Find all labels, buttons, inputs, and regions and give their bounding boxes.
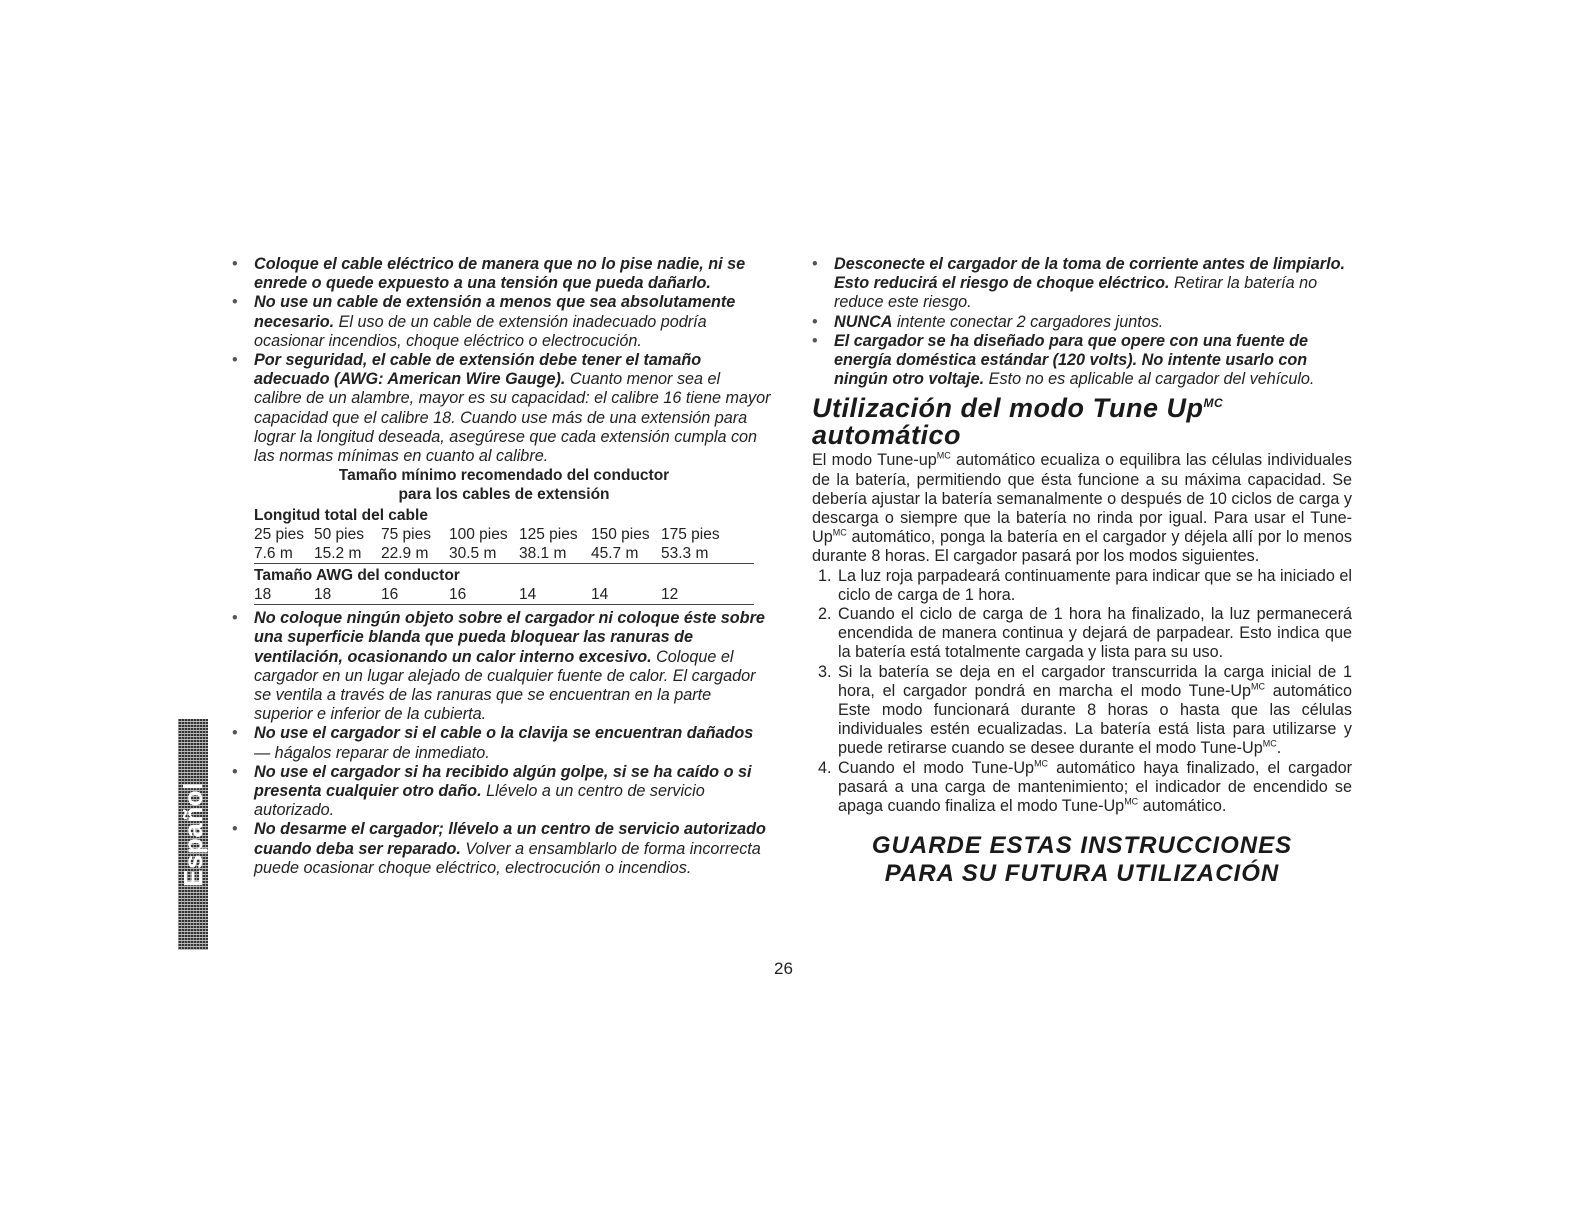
step-4: 4. Cuando el modo Tune-$Up^{MC}$ automático haya finalizado, el cargador pasará a una carga de mantenimiento; el indicador de encendido se apaga cuando finaliza el modo Tune-$Up^{MC}$ automático. — [818, 758, 1353, 816]
left-bullet-7: • No desarme el cargador; llévelo a un centro de servicio autorizado cuando deba ser reparado. Volver a ensamblarlo de forma incorrecta puede ocasionar choque eléctrico, electrocución o incendios. — [232, 820, 772, 878]
table-cell: 125 pies — [519, 526, 578, 544]
table-title-line2: para los cables de extensión — [398, 486, 610, 504]
step-1: 1. La luz roja parpadeará continuamente para indicar que se ha iniciado el ciclo de carga de 1 hora. — [818, 566, 1352, 604]
table-cell: 53.3 m — [661, 545, 709, 563]
table-cell: 18 — [314, 586, 332, 604]
table-cell: 100 pies — [449, 526, 508, 544]
table-cell: 7.6 m — [254, 545, 293, 563]
table-awg-label: Tamaño AWG del conductor — [254, 567, 460, 585]
right-column — [812, 255, 1352, 888]
right-bullet-3: • El cargador se ha diseñado para que opere con una fuente de energía doméstica estándar (120 volts). No intente usarlo con ningún otro voltaje. Esto no es aplicable al cargador del vehículo. — [812, 332, 1352, 390]
page-number: 26 — [774, 959, 793, 978]
left-bullet-1: • Coloque el cable eléctrico de manera que no lo pise nadie, ni se enrede o quede expuesto a una tensión que pueda dañarlo. — [232, 255, 772, 293]
table-cell: 18 — [254, 586, 272, 604]
right-bullet-2: • NUNCA intente conectar 2 cargadores juntos. — [812, 313, 1352, 332]
table-cell: 25 pies — [254, 526, 304, 544]
table-row-pies — [254, 525, 754, 544]
language-side-tab-label: Español — [177, 782, 208, 887]
left-bullet-6: • No use el cargador si ha recibido algún golpe, si se ha caído o si presenta cualquier otro daño. Llévelo a un centro de servicio autorizado. — [232, 763, 772, 821]
left-bullet-2: • No use un cable de extensión a menos que sea absolutamente necesario. El uso de un cable de extensión inadecuado podría ocasionar incendios, choque eléctrico o electrocución. — [232, 293, 772, 351]
table-cell: 50 pies — [314, 526, 364, 544]
table-cell: 175 pies — [661, 526, 720, 544]
table-title-line1: Tamaño mínimo recomendado del conductor — [338, 467, 670, 485]
section-heading-line1: Utilización del modo Tune Up — [812, 393, 1204, 424]
intro-paragraph: El modo Tune-$up^{MC}$ automático ecualiza o equilibra las células individuales de la batería, permitiendo que ésta funcione a su máxima capacidad. Se debería ajustar la batería semanalmente o después de 10 ciclos de carga y descarga o siempre que la batería no rinda por igual. Para usar el Tune-$Up^{MC}$ automático, ponga la batería en el cargador y déjela allí por lo menos durante 8 horas. El cargador pasará por los modos siguientes. — [812, 451, 1352, 566]
trademark-mark: MC — [1203, 396, 1224, 411]
table-cell: 38.1 m — [519, 545, 567, 563]
left-column — [232, 255, 772, 878]
section-heading-line2: automático — [812, 420, 962, 451]
step-3: 3. Si la batería se deja en el cargador transcurrida la carga inicial de 1 hora, el cargador pondrá en marcha el modo Tune-$Up^{MC}$ automático Este modo funcionará durante 8 horas o hasta que las células individuales estén ecualizadas. La batería está lista para utilizarse y puede retirarse cuando se desee durante el modo Tune-$Up^{MC}$. — [818, 662, 1352, 758]
closing-line2: PARA SU FUTURA UTILIZACIÓN — [884, 860, 1280, 888]
left-bullet-5: • No use el cargador si el cable o la clavija se encuentran dañados — hágalos reparar de inmediato. — [232, 724, 772, 762]
right-bullet-1: • Desconecte el cargador de la toma de corriente antes de limpiarlo. Esto reducirá el riesgo de choque eléctrico. Retirar la batería no reduce este riesgo. — [812, 255, 1352, 313]
left-bullet-4: • No coloque ningún objeto sobre el cargador ni coloque éste sobre una superficie blanda que pueda bloquear las ranuras de ventilación, ocasionando un calor interno excesivo. Coloque el cargador en un lugar alejado de cualquier fuente de calor. El cargador se ventila a través de las ranuras que se encuentran en la parte superior e inferior de la cubierta. — [232, 609, 772, 724]
table-cell: 14 — [591, 586, 609, 604]
section-heading — [812, 395, 1352, 449]
table-cell: 15.2 m — [314, 545, 362, 563]
left-bullet-3: • Por seguridad, el cable de extensión debe tener el tamaño adecuado (AWG: American Wire Gauge). Cuanto menor sea el calibre de un alambre, mayor es su capacidad: el calibre 16 tiene mayor capacidad que el calibre 18. Cuando use más de una extensión para lograr la longitud deseada, asegúrese que cada extensión cumpla con las normas mínimas en cuanto al calibre. — [232, 351, 772, 466]
table-cell: 75 pies — [381, 526, 431, 544]
table-cell: 45.7 m — [591, 545, 639, 563]
table-cell: 30.5 m — [449, 545, 497, 563]
table-length-label: Longitud total del cable — [254, 507, 428, 525]
table-row-awg — [254, 585, 754, 605]
table-cell: 150 pies — [591, 526, 650, 544]
table-cell: 16 — [381, 586, 399, 604]
table-row-meters — [254, 544, 754, 564]
table-cell: 14 — [519, 586, 537, 604]
steps-list — [812, 567, 1352, 817]
extension-cord-table — [254, 466, 754, 605]
step-2: 2. Cuando el ciclo de carga de 1 hora ha finalizado, la luz permanecerá encendida de manera continua y dejará de parpadear. Esto indica que la batería está totalmente cargada y lista para su uso. — [818, 605, 1352, 662]
language-side-tab — [178, 719, 208, 950]
closing-instructions — [812, 832, 1352, 888]
closing-line1: GUARDE ESTAS INSTRUCCIONES — [871, 832, 1293, 860]
table-cell: 12 — [661, 586, 679, 604]
table-cell: 16 — [449, 586, 467, 604]
table-cell: 22.9 m — [381, 545, 429, 563]
